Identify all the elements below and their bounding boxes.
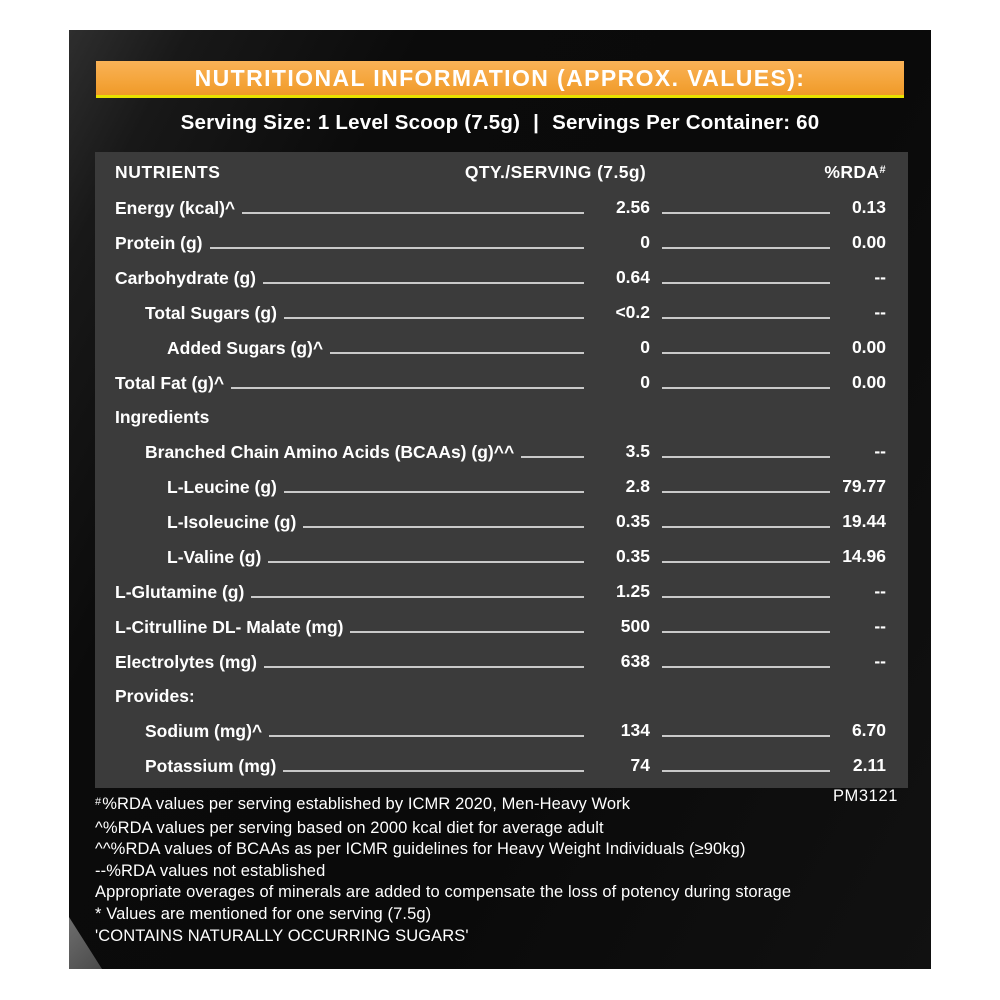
footnote-line — [95, 794, 915, 818]
footnote-line — [95, 882, 915, 904]
leader-line — [662, 456, 830, 458]
table-row — [115, 441, 886, 462]
qty-value: 0.35 — [615, 510, 650, 531]
leader-line — [284, 491, 584, 493]
qty-value: 0.64 — [615, 266, 650, 287]
table-row — [115, 546, 886, 567]
qty-value: 2.56 — [615, 196, 650, 217]
rda-value: 0.13 — [851, 196, 886, 217]
leader-line — [662, 735, 830, 737]
nutrient-label: L-Glutamine (g) — [115, 581, 245, 602]
leader-line — [662, 282, 830, 284]
nutrient-label: L-Valine (g) — [167, 546, 262, 567]
footnote-text: 'CONTAINS NATURALLY OCCURRING SUGARS' — [95, 926, 469, 945]
col-header-nutrients: NUTRIENTS — [115, 162, 221, 182]
leader-line — [662, 247, 830, 249]
leader-line — [251, 596, 584, 598]
qty-value: 74 — [630, 754, 650, 775]
footnote-line — [95, 818, 915, 840]
table-row — [115, 232, 886, 253]
nutrient-label: Carbohydrate (g) — [115, 267, 256, 288]
col-header-qty: QTY./SERVING (7.5g) — [464, 162, 647, 182]
leader-line — [521, 456, 584, 458]
rda-value: 14.96 — [842, 545, 886, 566]
rda-value: 0.00 — [851, 371, 886, 392]
footnote-line — [95, 904, 915, 926]
nutrient-label: Branched Chain Amino Acids (BCAAs) (g)^^ — [145, 441, 515, 462]
qty-value: 0 — [640, 231, 650, 252]
nutrient-label: L-Isoleucine (g) — [167, 511, 297, 532]
leader-line — [231, 387, 584, 389]
servings-per-container: Servings Per Container: 60 — [552, 111, 820, 134]
table-row — [115, 337, 886, 358]
table-row — [115, 372, 886, 393]
footnote-text: --%RDA values not established — [95, 861, 326, 880]
rda-value: 0.00 — [851, 231, 886, 252]
leader-line — [264, 666, 584, 668]
rda-value: -- — [874, 615, 886, 636]
product-code: PM3121 — [832, 787, 898, 805]
nutrient-label: Potassium (mg) — [145, 755, 277, 776]
serving-divider: | — [533, 111, 540, 134]
table-row — [115, 651, 886, 672]
footnote-text: ^%RDA values per serving based on 2000 kcal diet for average adult — [95, 818, 604, 837]
rda-value: -- — [874, 266, 886, 287]
qty-value: 134 — [620, 720, 650, 740]
nutrition-label — [69, 30, 931, 969]
rda-value: 79.77 — [842, 475, 886, 496]
qty-value: 1.25 — [615, 580, 650, 601]
leader-line — [662, 770, 830, 772]
leader-line — [662, 317, 830, 319]
table-row — [115, 267, 886, 288]
leader-line — [284, 317, 584, 319]
nutrient-label: Sodium (mg)^ — [145, 720, 263, 741]
nutrition-table — [95, 152, 908, 788]
section-heading-row — [115, 686, 886, 706]
rda-value: -- — [874, 301, 886, 322]
rda-value: 0.00 — [851, 336, 886, 357]
leader-line — [662, 212, 830, 214]
footnote-line — [95, 861, 915, 883]
qty-value: 0 — [640, 336, 650, 357]
qty-value: 638 — [620, 650, 650, 671]
nutrient-label: L-Leucine (g) — [167, 476, 277, 497]
table-row — [115, 197, 886, 218]
section-label: Provides: — [115, 685, 195, 706]
leader-line — [210, 247, 585, 249]
table-row — [115, 581, 886, 602]
leader-line — [283, 770, 584, 772]
leader-line — [242, 212, 584, 214]
table-row — [115, 720, 886, 741]
qty-value: 500 — [620, 615, 650, 636]
rda-superscript: # — [879, 164, 886, 176]
footnote-text: ^^%RDA values of BCAAs as per ICMR guidelines for Heavy Weight Individuals (≥90kg) — [95, 840, 746, 859]
rda-value: -- — [874, 441, 886, 461]
title-bar — [96, 61, 904, 98]
serving-size: Serving Size: 1 Level Scoop (7.5g) — [180, 111, 521, 134]
footnote-marker: # — [95, 796, 102, 808]
rda-value: 19.44 — [842, 510, 886, 531]
rda-value: 6.70 — [851, 720, 886, 740]
table-row — [115, 755, 886, 776]
leader-line — [330, 352, 584, 354]
qty-value: 0.35 — [615, 545, 650, 566]
leader-line — [263, 282, 584, 284]
qty-value: 0 — [640, 371, 650, 392]
footnote-line — [95, 926, 915, 948]
footnote-text: Appropriate overages of minerals are added to compensate the loss of potency during storage — [95, 883, 792, 902]
nutrient-label: Electrolytes (mg) — [115, 651, 257, 672]
leader-line — [662, 526, 830, 528]
footnote-text: %RDA values per serving established by ICMR 2020, Men-Heavy Work — [102, 795, 631, 813]
leader-line — [662, 666, 830, 668]
footnotes — [95, 794, 915, 947]
section-label: Ingredients — [115, 406, 210, 427]
leader-line — [303, 526, 584, 528]
leader-line — [662, 561, 830, 563]
leader-line — [350, 631, 584, 633]
nutrient-label: Protein (g) — [115, 232, 203, 253]
leader-line — [662, 387, 830, 389]
table-row — [115, 511, 886, 532]
title-text: NUTRITIONAL INFORMATION (APPROX. VALUES): — [194, 64, 806, 91]
table-row — [115, 476, 886, 497]
nutrient-label: Total Sugars (g) — [145, 302, 277, 323]
rda-value: 2.11 — [852, 754, 886, 775]
table-row — [115, 302, 886, 323]
leader-line — [662, 596, 830, 598]
rda-value: -- — [874, 580, 886, 601]
table-row — [115, 616, 886, 637]
rda-label: %RDA — [824, 162, 880, 182]
section-heading-row — [115, 407, 886, 427]
nutrient-label: Total Fat (g)^ — [115, 372, 225, 393]
qty-value: 3.5 — [625, 441, 650, 461]
leader-line — [268, 561, 584, 563]
rda-value: -- — [874, 650, 886, 671]
nutrient-label: L-Citrulline DL- Malate (mg) — [115, 616, 344, 637]
qty-value: 2.8 — [625, 475, 650, 496]
nutrient-label: Energy (kcal)^ — [115, 197, 236, 218]
col-header-rda — [824, 162, 886, 183]
qty-value: <0.2 — [615, 301, 650, 322]
leader-line — [662, 491, 830, 493]
serving-line — [69, 111, 931, 135]
leader-line — [269, 735, 584, 737]
footnote-text: * Values are mentioned for one serving (7.5g) — [95, 904, 432, 923]
table-header — [115, 162, 886, 183]
nutrient-label: Added Sugars (g)^ — [167, 337, 324, 358]
leader-line — [662, 352, 830, 354]
leader-line — [662, 631, 830, 633]
footnote-line — [95, 839, 915, 861]
